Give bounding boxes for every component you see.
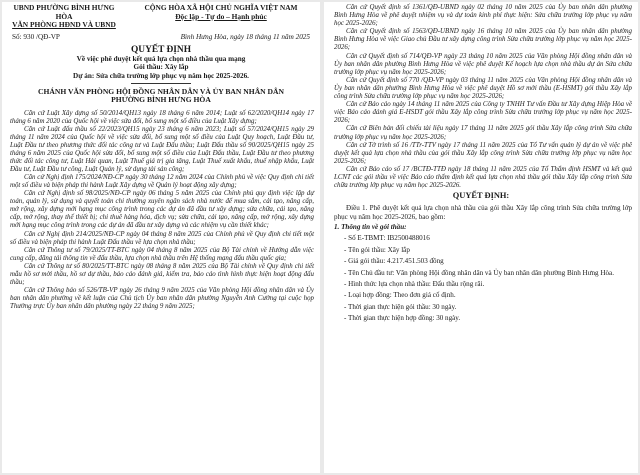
article-1-text: Điều 1. Phê duyệt kết quả lựa chọn nhà thầu của gói thầu Xây lắp công trình Sửa chữa trường lớp phục vụ năm học 2025-2026, bao gồm: xyxy=(334,204,632,221)
legal-basis-paragraph: Căn cứ Thông tư số 80/2025/TT-BTC ngày 08 tháng 8 năm 2025 của Bộ Tài chính về Quy định chi tiết mẫu hồ sơ mời thầu, hồ sơ dự thầu, báo cáo đánh giá, kiểm tra, báo cáo tình hình thực hiện hoạt động đấu thầu; xyxy=(10,262,314,286)
legal-basis-paragraph: Căn cứ Luật Xây dựng số 50/2014/QH13 ngày 18 tháng 6 năm 2014; Luật số 62/2020/QH14 ngày 17 tháng 6 năm 2020 của Quốc hội về việc sửa đổi, bổ sung một số điều của Luật Xây dựng; xyxy=(10,109,314,125)
authority-ward: PHƯỜNG BÌNH HƯNG HÒA xyxy=(111,95,211,105)
legal-basis-paragraph: Căn cứ Quyết định số 1563/QĐ-UBND ngày 16 tháng 10 năm 2025 của Ủy ban nhân dân phường Bình Hưng Hòa về việc Giao chủ Đầu tư xây dựng công trình Sửa chữa trường lớp phục vụ năm học 2025-2026; xyxy=(334,28,632,52)
authority-heading xyxy=(2,88,320,105)
right-document-page xyxy=(324,2,638,473)
legal-basis-paragraph: Căn cứ Quyết định số 770 /QĐ-VP ngày 03 tháng 11 năm 2025 của Văn phòng Hội đồng nhân dân và Ủy ban nhân dân phường Bình Hưng Hòa về việc phê duyệt Hồ sơ mời thầu (E-HSMT) gói thầu Xây lắp công trình Sửa chữa trường lớp phục vụ năm học 2025-2026; xyxy=(334,76,632,101)
legal-basis-paragraph: Căn cứ Quyết định số 714/QĐ-VP ngày 23 tháng 10 năm 2025 của Văn phòng Hội đồng nhân dân và Ủy ban nhân dân phường Bình Hưng Hòa về việc phê duyệt Kế hoạch lựa chọn nhà thầu dự án Sửa chữa trường lớp phục vụ năm học 2025-2026; xyxy=(334,52,632,76)
decision-subject xyxy=(2,55,320,80)
legal-basis-paragraph: Căn cứ Nghị định 175/2024/NĐ-CP ngày 30 tháng 12 năm 2024 của Chính phủ về việc Quy định chi tiết một số điều và biện pháp thi hành Luật Xây dựng về Quản lý hoạt động xây dựng; xyxy=(10,174,314,190)
number-date-row xyxy=(2,30,320,41)
package-info-item: - Giá gói thầu: 4.217.451.503 đồng xyxy=(344,257,444,266)
package-info-item: - Hình thức lựa chọn nhà thầu: Đấu thầu rộng rãi. xyxy=(344,280,485,288)
legal-basis-paragraph: Căn cứ Tờ trình số 16 /TTr-TTV ngày 17 tháng 11 năm 2025 của Tổ Tư vấn quản lý dự án về việc phê duyệt kết quả lựa chọn nhà thầu của gói thầu Xây lắp công trình Sửa chữa trường lớp phục vụ năm học 2025-2026; xyxy=(334,141,632,165)
package-info-item: - Loại hợp đồng: Theo đơn giá cố định. xyxy=(344,291,456,300)
package-info-item: - Số E-TBMT: IB2500488016 xyxy=(344,234,430,243)
legal-basis-list-continued xyxy=(324,2,638,190)
section-package-info: 1. Thông tin về gói thầu: xyxy=(334,222,407,231)
decision-title: QUYẾT ĐỊNH xyxy=(131,44,191,55)
package-info-item: - Thời gian thực hiện hợp đồng: 30 ngày. xyxy=(344,314,461,323)
package-line: Gói thầu: Xây lắp xyxy=(133,63,189,72)
legal-basis-paragraph: Căn cứ Báo cáo số 17 /BCTĐ-TTĐ ngày 18 tháng 11 năm 2025 của Tổ Thẩm định HSMT và kết quả LCNT các gói thầu về việc Báo cáo thẩm định kết quả lựa chọn nhà thầu gói thầu Xây lắp công trình Sửa chữa trường lớp phục vụ năm học 2025-2026. xyxy=(334,165,632,190)
issuing-authority: UBND PHƯỜNG BÌNH HƯNG HÒA xyxy=(13,3,115,21)
package-info-item: - Thời gian thực hiện gói thầu: 30 ngày. xyxy=(344,302,457,311)
legal-basis-paragraph: Căn cứ Thông tư số 79/2025/TT-BTC ngày 04 tháng 8 năm 2025 của Bộ Tài chính về Hướng dẫn việc cung cấp, đăng tải thông tin về đấu thầu, lựa chọn nhà thầu trên Hệ thống mạng đấu thầu quốc gia; xyxy=(10,246,314,262)
legal-basis-paragraph: Căn cứ Nghị định 214/2025/NĐ-CP ngày 04 tháng 8 năm 2025 của Chính phủ về Quy định chi tiết một số điều và biện pháp thi hành Luật Đấu thầu về lựa chọn nhà thầu; xyxy=(10,230,314,246)
project-line: Dự án: Sửa chữa trường lớp phục vụ năm học 2025-2026. xyxy=(73,71,249,80)
national-title: CỘNG HÒA XÃ HỘI CHỦ NGHĨA VIỆT NAM xyxy=(144,3,298,12)
subject-line: Về việc phê duyệt kết quả lựa chọn nhà thầu qua mạng xyxy=(76,54,246,63)
document-header xyxy=(2,2,320,30)
authority-line: CHÁNH VĂN PHÒNG HỘI ĐỒNG NHÂN DÂN VÀ ỦY BAN NHÂN DÂN xyxy=(37,87,285,96)
divider xyxy=(131,83,191,84)
legal-basis-paragraph: Căn cứ Thông báo số 526/TB-VP ngày 26 tháng 9 năm 2025 của Văn phòng Hội đồng nhân dân và Ủy ban nhân dân phường về kết luận của Chủ tịch Ủy ban nhân dân phường Nguyễn Anh Cường tại cuộc họp Thường trực Ủy ban nhân dân phường ngày 22 tháng 9 năm 2025; xyxy=(10,286,314,310)
article-1 xyxy=(324,202,638,322)
national-motto: Độc lập - Tự do – Hạnh phúc xyxy=(175,11,267,21)
legal-basis-paragraph: Căn cứ Luật đấu thầu số 22/2023/QH15 ngày 23 tháng 6 năm 2023; Luật số 57/2024/QH15 ngày 29 tháng 11 năm 2024 của Quốc hội về việc sửa đổi, bổ sung một số điều của Luật Quy hoạch, Luật Đầu tư, Luật Đầu tư theo phương thức đối tác công tư và Luật Đấu thầu; Luật Đấu thầu số 90/2025/QH15 ngày 25 tháng 6 năm 2025 của Quốc hội sửa đổi, bổ sung một số điều của Luật Đấu thầu, Luật Đầu tư theo phương thức đối tác công tư, Luật Hải quan, Luật Thuế giá trị gia tăng, Luật Thuế xuất khẩu, thuế nhập khẩu, Luật Đầu tư, Luật Đầu tư công, Luật Quản lý, sử dụng tài sản công; xyxy=(10,125,314,174)
issuing-office: VĂN PHÒNG HĐND VÀ UBND xyxy=(12,20,116,30)
place-date: Bình Hưng Hòa, ngày 18 tháng 11 năm 2025 xyxy=(180,32,310,41)
legal-basis-paragraph: Căn cứ Biên bản đối chiếu tài liệu ngày 17 tháng 11 năm 2025 gói thầu Xây lắp công trình Sửa chữa trường lớp phục vụ năm học 2025-2026; xyxy=(334,125,632,141)
document-number: Số: 930 /QĐ-VP xyxy=(12,32,60,41)
legal-basis-paragraph: Căn cứ Báo cáo ngày 14 tháng 11 năm 2025 của Công ty TNHH Tư vấn Đầu tư Xây dựng Hiệp Hòa về việc Báo cáo đánh giá E-HSDT gói thầu Xây lắp công trình Sửa chữa trường lớp phục vụ năm học 2025-2026; xyxy=(334,101,632,125)
package-info-item: - Tên Chủ đầu tư: Văn phòng Hội đồng nhân dân và Ủy ban nhân dân phường Bình Hưng Hòa. xyxy=(344,268,614,277)
legal-basis-paragraph: Căn cứ Nghị định số 98/2025/NĐ-CP ngày 06 tháng 5 năm 2025 của Chính phủ quy định việc lập dự toán, quản lý, sử dụng và quyết toán chi thường xuyên ngân sách nhà nước để mua sắm, cải tạo, nâng cấp, mở rộng, xây dựng mới hạng mục công trình trong các dự án đã đầu tư xây dựng; sửa chữa, cải tạo, nâng cấp, mở rộng, thay thế thiết bị; chi thuê hàng hóa, dịch vụ; sửa chữa, cải tạo, nâng cấp, mở rộng, xây dựng mới hạng mục công trình trong các dự án đã đầu tư xây dựng và các nhiệm vụ cần thiết khác; xyxy=(10,190,314,230)
package-info-item: - Tên gói thầu: Xây lắp xyxy=(344,245,410,254)
legal-basis-paragraph: Căn cứ Quyết định số 1361/QĐ-UBND ngày 02 tháng 10 năm 2025 của Ủy ban nhân dân phường Bình Hưng Hòa về phê duyệt nhiệm vụ và dự toán kinh phí thực hiện: Sửa chữa trường lớp phục vụ năm học 2025-2026; xyxy=(334,4,632,28)
left-document-page xyxy=(2,2,320,473)
legal-basis-list xyxy=(2,110,320,311)
decision-heading: QUYẾT ĐỊNH: xyxy=(452,191,510,201)
